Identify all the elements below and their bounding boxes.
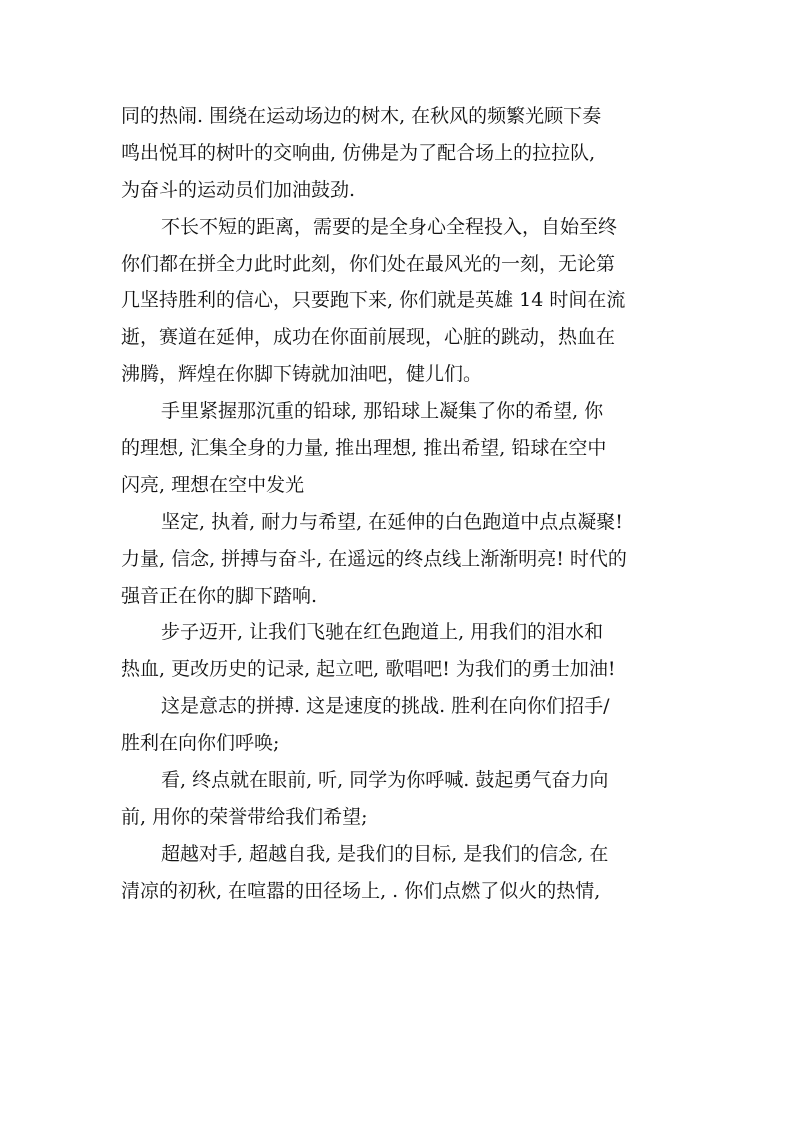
text-line: 同的热闹. 围绕在运动场边的树木, 在秋风的频繁光顾下奏 bbox=[121, 105, 602, 127]
text-line: 的理想, 汇集全身的力量, 推出理想, 推出希望, 铅球在空中 bbox=[121, 437, 607, 460]
text-line: 清凉的初秋, 在喧嚣的田径场上, . 你们点燃了似火的热情, bbox=[121, 879, 601, 902]
text-line: 几坚持胜利的信心，只要跑下来, 你们就是英雄 14 时间在流 bbox=[121, 289, 626, 312]
text-line: 为奋斗的运动员们加油鼓劲. bbox=[121, 178, 356, 201]
text-line: 鸣出悦耳的树叶的交响曲, 仿佛是为了配合场上的拉拉队, bbox=[121, 141, 596, 164]
text-line: 力量, 信念, 拼搏与奋斗, 在遥远的终点线上渐渐明亮! 时代的 bbox=[121, 547, 627, 570]
paragraph-start-line: 这是意志的拼搏. 这是速度的挑战. 胜利在向你们招手/ bbox=[161, 695, 610, 718]
text-line: 你们都在拼全力此时此刻，你们处在最风光的一刻，无论第 bbox=[121, 252, 616, 275]
paragraph-start-line: 不长不短的距离，需要的是全身心全程投入，自始至终 bbox=[161, 215, 618, 238]
text-line: 闪亮, 理想在空中发光 bbox=[121, 473, 305, 496]
text-line: 沸腾，辉煌在你脚下铸就加油吧，健儿们。 bbox=[121, 363, 483, 386]
text-line: 前, 用你的荣誉带给我们希望; bbox=[121, 805, 368, 828]
paragraph-start-line: 看, 终点就在眼前, 听, 同学为你呼喊. 鼓起勇气奋力向 bbox=[161, 769, 609, 792]
paragraph-start-line: 坚定, 执着, 耐力与希望, 在延伸的白色跑道中点点凝聚! bbox=[161, 510, 623, 533]
paragraph-start-line: 步子迈开, 让我们飞驰在红色跑道上, 用我们的泪水和 bbox=[161, 621, 604, 644]
text-line: 逝，赛道在延伸，成功在你面前展现，心脏的跳动，热血在 bbox=[121, 326, 616, 349]
text-line: 热血, 更改历史的记录, 起立吧, 歌唱吧! 为我们的勇士加油! bbox=[121, 658, 616, 681]
paragraph-start-line: 手里紧握那沉重的铅球, 那铅球上凝集了你的希望, 你 bbox=[161, 400, 604, 423]
document-body bbox=[121, 98, 681, 910]
text-line: 强音正在你的脚下踏响. bbox=[121, 584, 318, 607]
text-line: 胜利在向你们呼唤; bbox=[121, 732, 280, 755]
paragraph-start-line: 超越对手, 超越自我, 是我们的目标, 是我们的信念, 在 bbox=[161, 842, 609, 865]
